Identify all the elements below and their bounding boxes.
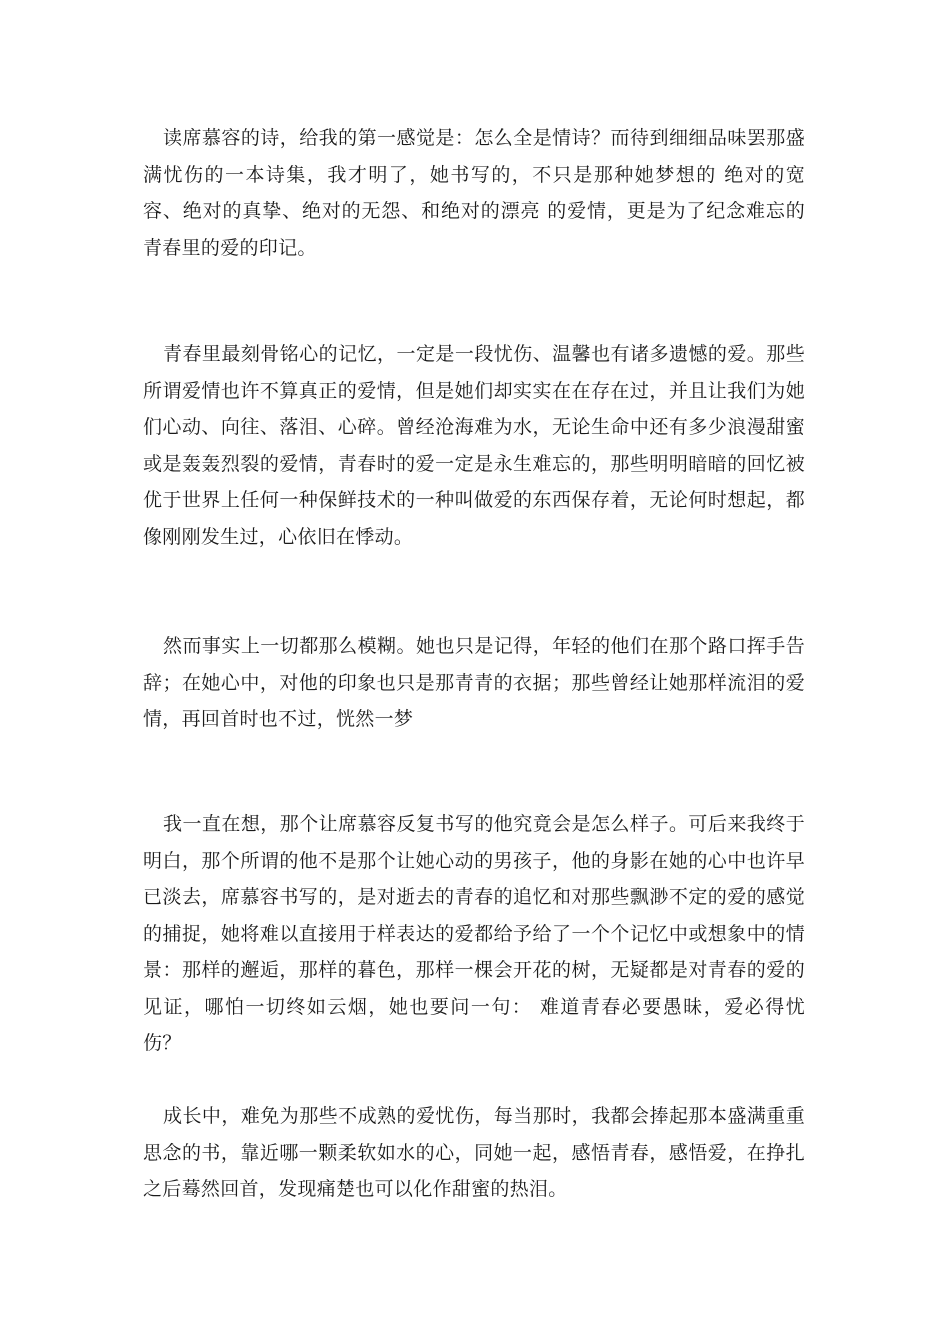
paragraph-5: 成长中，难免为那些不成熟的爱忧伤，每当那时，我都会捧起那本盛满重重思念的书，靠近哪一颗柔软如水的心，同她一起，感悟青春，感悟爱，在挣扎之后蓦然回首，发现痛楚也可以化作甜蜜的热泪。: [143, 1105, 805, 1200]
paragraph-4: 我一直在想，那个让席慕容反复书写的他究竟会是怎么样子。可后来我终于明白，那个所谓的他不是那个让她心动的男孩子，他的身影在她的心中也许早已淡去，席慕容书写的，是对逝去的青春的追忆和对那些飘渺不定的爱的感觉的捕捉，她将难以直接用于样表达的爱都给予给了一个个记忆中或想象中的情景：那样的邂逅，那样的暮色，那样一棵会开花的树，无疑都是对青春的爱的见证，哪怕一切终如云烟，她也要问一句： 难道青春必要愚昧，爱必得忧伤？: [143, 813, 805, 1054]
paragraph-1: 读席慕容的诗，给我的第一感觉是：怎么全是情诗？而待到细细品味罢那盛满忧伤的一本诗集，我才明了，她书写的，不只是那种她梦想的 绝对的宽容、绝对的真挚、绝对的无怨、和绝对的漂亮 的爱情，更是为了纪念难忘的青春里的爱的印记。: [143, 127, 805, 259]
paragraph-3: 然而事实上一切都那么模糊。她也只是记得，年轻的他们在那个路口挥手告辞；在她心中，对他的印象也只是那青青的衣据；那些曾经让她那样流泪的爱情，再回首时也不过，恍然一梦: [143, 635, 805, 730]
paragraph-2: 青春里最刻骨铭心的记忆，一定是一段忧伤、温馨也有诸多遗憾的爱。那些所谓爱情也许不算真正的爱情，但是她们却实实在在存在过，并且让我们为她们心动、向往、落泪、心碎。曾经沧海难为水，无论生命中还有多少浪漫甜蜜或是轰轰烈裂的爱情，青春时的爱一定是永生难忘的，那些明明暗暗的回忆被优于世界上任何一种保鲜技术的一种叫做爱的东西保存着，无论何时想起，都像刚刚发生过，心依旧在悸动。: [143, 343, 805, 548]
